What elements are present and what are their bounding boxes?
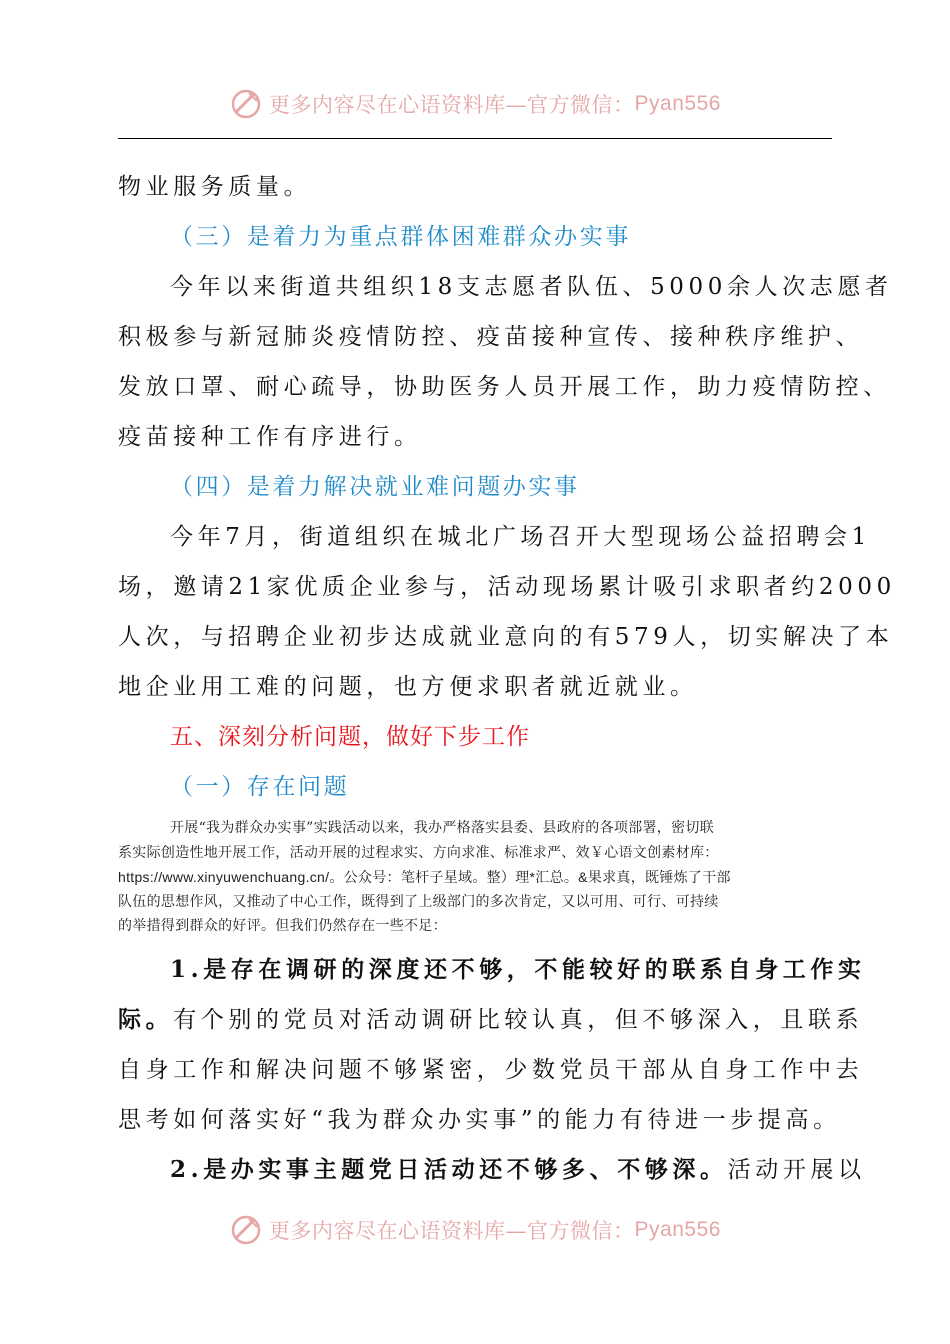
small-line: 系实际创造性地开展工作，活动开展的过程求实、方向求准、标准求严、效￥心语文创素材库：: [118, 844, 719, 861]
paragraph-line: 今年7月，街道组织在城北广场召开大型现场公益招聘会1: [170, 524, 871, 550]
item-2-line: [118, 1145, 866, 1195]
pen-logo-icon: [229, 1213, 263, 1247]
document-body: [118, 162, 896, 1195]
item-1-line: [118, 945, 866, 995]
item-2-text: 活动开展以: [727, 1156, 866, 1183]
small-line: 队伍的思想作风，又推动了中心工作，既得到了上级部门的多次肯定，又以可用、可行、可持续: [118, 893, 719, 910]
paragraph-line: 疫苗接种工作有序进行。: [118, 424, 422, 450]
subsection-heading-4: （四）是着力解决就业难问题办实事: [170, 474, 580, 500]
paragraph-line: 思考如何落实好“我为群众办实事”的能力有待进一步提高。: [118, 1106, 841, 1133]
paragraph-line: 自身工作和解决问题不够紧密，少数党员干部从自身工作中去: [118, 1056, 864, 1083]
subsection-heading-3: （三）是着力为重点群体困难群众办实事: [170, 224, 631, 250]
footer-watermark-banner: [0, 1210, 950, 1250]
paragraph-line: 积极参与新冠肺炎疫情防控、疫苗接种宣传、接种秩序维护、: [118, 324, 864, 350]
paragraph-line: 物业服务质量。: [118, 174, 312, 200]
paragraph-line: 今年以来街道共组织18支志愿者队伍、5000余人次志愿者: [170, 274, 893, 300]
paragraph-line: 人次，与招聘企业初步达成就业意向的有579人，切实解决了本: [118, 624, 894, 650]
header-watermark-banner: [0, 84, 950, 124]
header-divider: [118, 138, 832, 139]
small-line: 开展“我为群众办实事”实践活动以来，我办严格落实县委、县政府的各项部署，密切联: [170, 820, 715, 836]
header-wechat-id: Pyan556: [634, 92, 721, 115]
item-1-title-end: 际。: [118, 1005, 174, 1033]
paragraph-line: 发放口罩、耐心疏导，协助医务人员开展工作，助力疫情防控、: [118, 374, 891, 400]
small-print-paragraph: [118, 812, 834, 945]
item-1-text: 有个别的党员对活动调研比较认真，但不够深入，且联系: [173, 1006, 864, 1033]
item-1-line: [118, 995, 864, 1045]
footer-banner-text: 更多内容尽在心语资料库—官方微信：: [269, 1219, 635, 1243]
small-line: 的举措得到群众的好评。但我们仍然存在一些不足：: [118, 918, 447, 934]
item-1-title: 1.是存在调研的深度还不够，不能较好的联系自身工作实: [170, 955, 866, 983]
small-line-with-url: https://www.xinyuwenchuang.cn/。公众号：笔杆子星域。整）理*汇总。&果求真，既锤炼了干部: [118, 869, 731, 885]
subsection-heading-5-1: （一）存在问题: [170, 774, 350, 800]
paragraph-line: 地企业用工难的问题，也方便求职者就近就业。: [118, 674, 698, 700]
section-heading-5: 五、深刻分析问题，做好下步工作: [170, 724, 530, 750]
pen-logo-icon: [229, 87, 263, 121]
item-2-title: 2.是办实事主题党日活动还不够多、不够深。: [170, 1155, 728, 1183]
footer-wechat-id: Pyan556: [634, 1218, 721, 1241]
header-banner-text: 更多内容尽在心语资料库—官方微信：: [269, 93, 635, 117]
paragraph-line: 场，邀请21家优质企业参与，活动现场累计吸引求职者约2000: [118, 574, 896, 600]
